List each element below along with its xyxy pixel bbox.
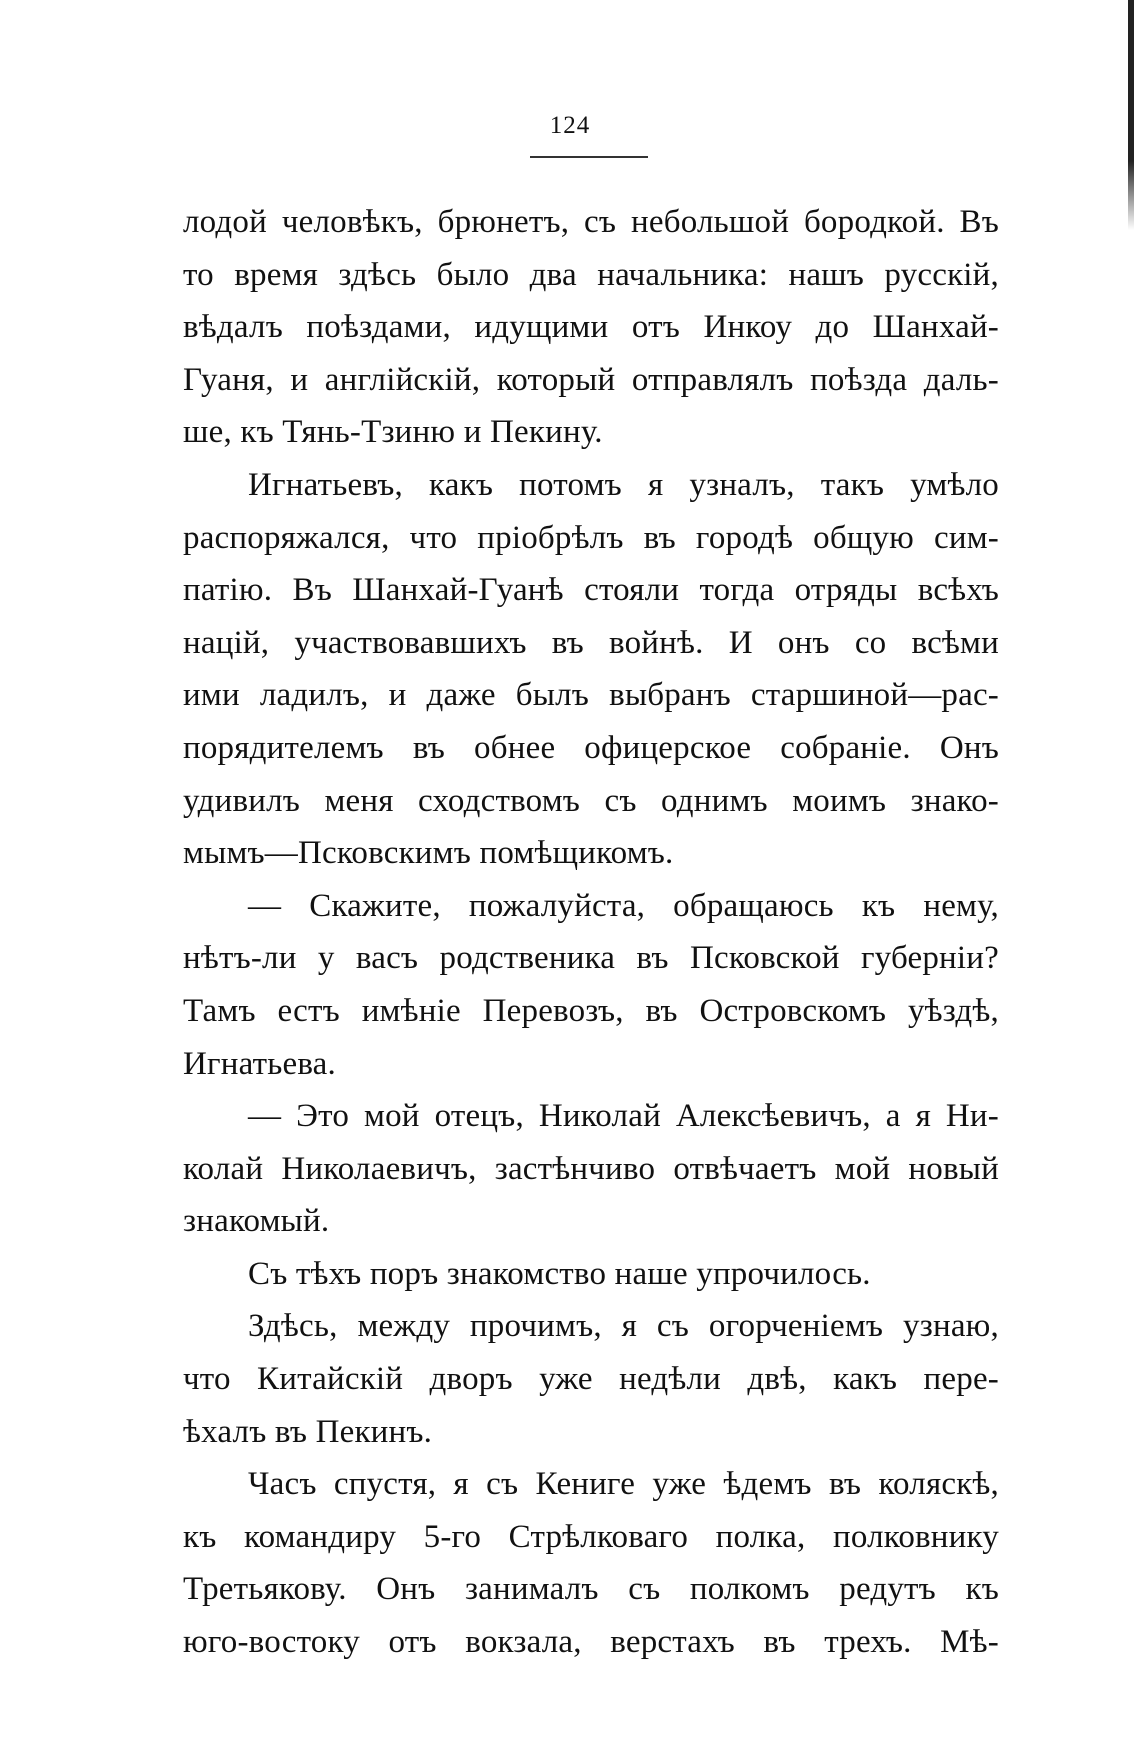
text-line: лодой человѣкъ, брюнетъ, съ небольшой бородкой. Въ bbox=[183, 204, 999, 240]
text-line: колай Николаевичъ, застѣнчиво отвѣчаетъ мой новый bbox=[183, 1150, 999, 1187]
text-line: знакомый. bbox=[183, 1203, 330, 1240]
text-line: націй, участвовавшихъ въ войнѣ. И онъ со всѣми bbox=[183, 624, 999, 661]
text-line: ше, къ Тянь-Тзиню и Пекину. bbox=[183, 414, 603, 451]
text-line: — Скажите, пожалуйста, обращаюсь къ нему, bbox=[248, 887, 999, 924]
text-line: къ командиру 5-го Стрѣлковаго полка, полковнику bbox=[183, 1518, 999, 1555]
text-line: распоряжался, что пріобрѣлъ въ городѣ общую сим- bbox=[183, 519, 999, 556]
page-number-rule bbox=[530, 156, 648, 158]
text-line: мымъ—Псковскимъ помѣщикомъ. bbox=[183, 835, 674, 872]
text-line: Третьякову. Онъ занималъ съ полкомъ редутъ къ bbox=[183, 1571, 999, 1608]
text-line: ими ладилъ, и даже былъ выбранъ старшиной—рас- bbox=[183, 677, 999, 714]
text-line: ѣхалъ въ Пекинъ. bbox=[183, 1413, 433, 1450]
text-line: вѣдалъ поѣздами, идущими отъ Инкоу до Шанхай- bbox=[183, 309, 999, 346]
text-line: Гуаня, и англійскій, который отправлялъ поѣзда даль- bbox=[183, 361, 999, 398]
text-body bbox=[183, 196, 999, 1669]
text-line: что Китайскій дворъ уже недѣли двѣ, какъ пере- bbox=[183, 1361, 999, 1398]
text-line: Здѣсь, между прочимъ, я съ огорченіемъ узнаю, bbox=[248, 1308, 999, 1345]
text-line: — Это мой отецъ, Николай Алексѣевичъ, а я Ни- bbox=[248, 1098, 999, 1135]
text-line: порядителемъ въ обнее офицерское собраніе. Онъ bbox=[183, 729, 999, 766]
text-line: патію. Въ Шанхай-Гуанѣ стояли тогда отряды всѣхъ bbox=[183, 572, 999, 609]
text-line: Часъ спустя, я съ Кениге уже ѣдемъ въ коляскѣ, bbox=[248, 1466, 999, 1503]
text-line: юго-востоку отъ вокзала, верстахъ въ трехъ. Мѣ- bbox=[183, 1624, 999, 1661]
text-line: Игнатьева. bbox=[183, 1045, 336, 1082]
text-line: удивилъ меня сходствомъ съ однимъ моимъ знако- bbox=[183, 782, 999, 819]
page-number: 124 bbox=[549, 112, 591, 139]
text-line: то время здѣсь было два начальника: нашъ русскій, bbox=[183, 256, 999, 293]
text-line: Съ тѣхъ поръ знакомство наше упрочилось. bbox=[248, 1255, 871, 1292]
text-line: Игнатьевъ, какъ потомъ я узналъ, такъ умѣло bbox=[248, 466, 999, 503]
text-line: нѣтъ-ли у васъ родственика въ Псковской губерніи? bbox=[183, 940, 999, 977]
text-line: Тамъ естъ имѣніе Перевозъ, въ Островскомъ уѣздѣ, bbox=[183, 992, 999, 1029]
